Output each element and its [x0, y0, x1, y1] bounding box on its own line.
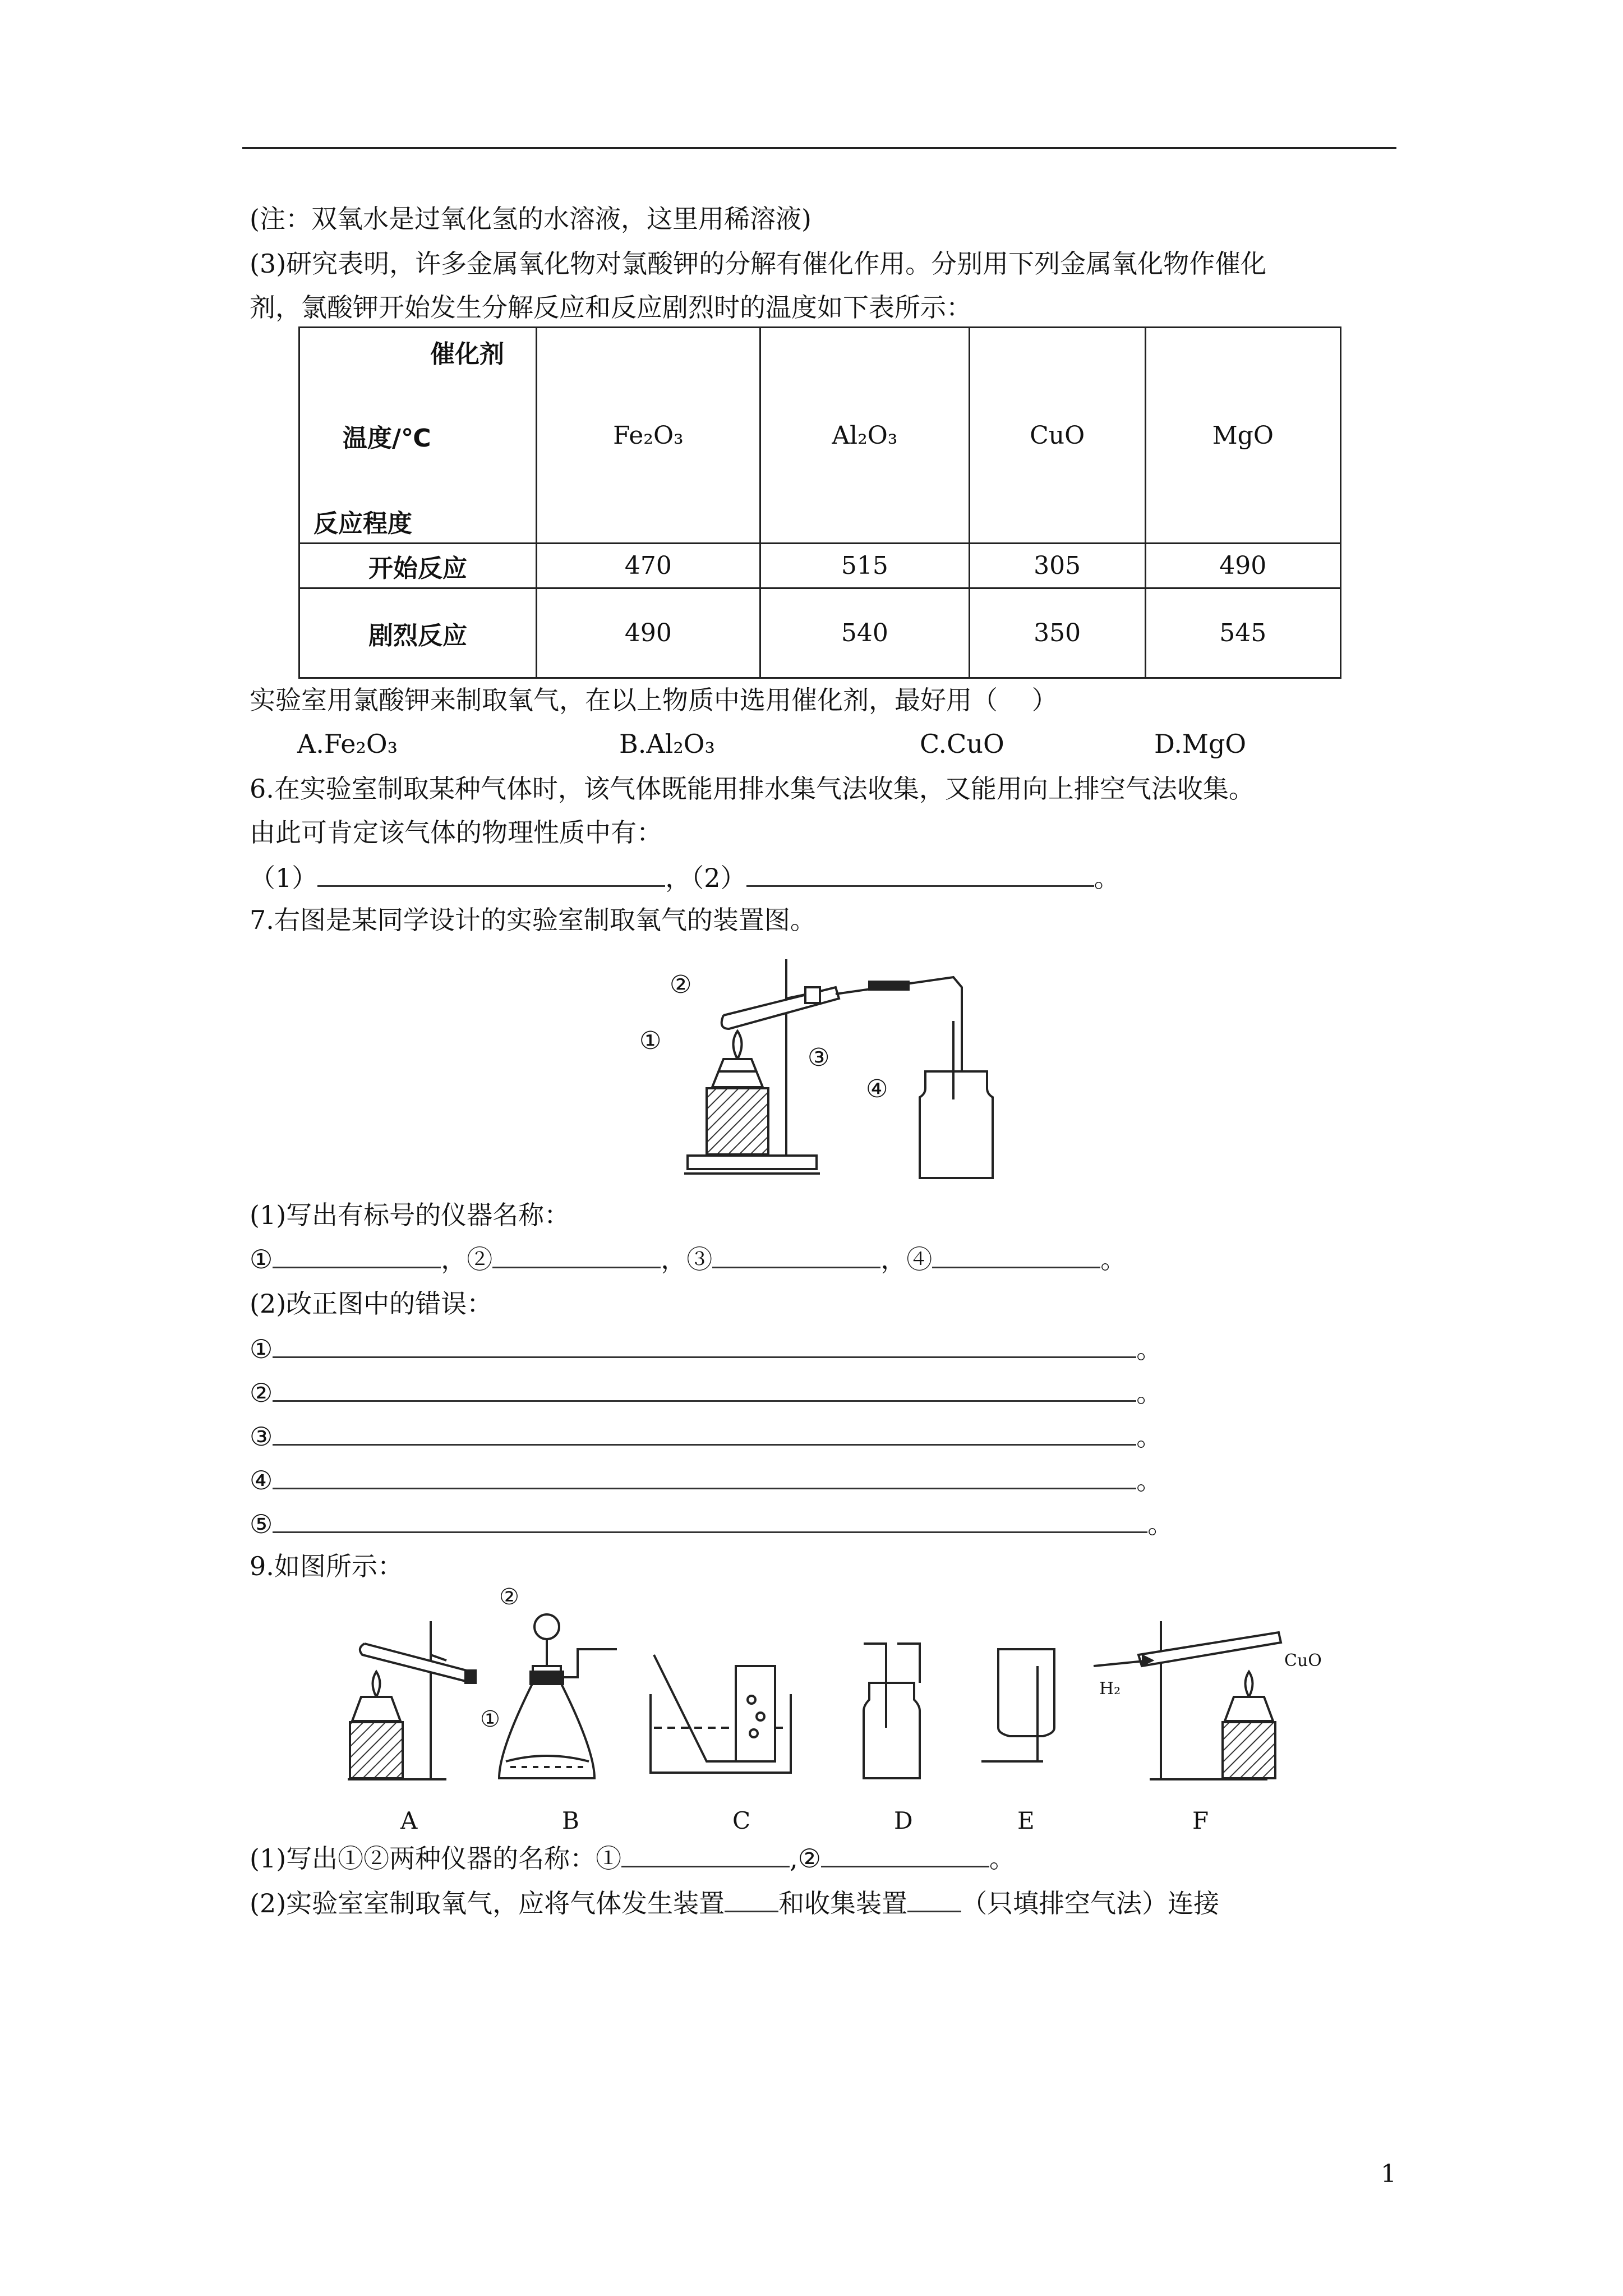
q7-fix-1: ① 。 [250, 1332, 1162, 1366]
option-d: D.MgO [1154, 729, 1247, 759]
answer-blank[interactable] [273, 1463, 1136, 1489]
header-catalyst: 催化剂 [430, 340, 504, 369]
table-row [299, 588, 1341, 678]
q7-fix-3: ③ 。 [250, 1419, 1162, 1453]
answer-blank[interactable] [317, 861, 665, 887]
q3-line1: (3)研究表明，许多金属氧化物对氯酸钾的分解有催化作用。分别用下列金属氧化物作催化 [250, 249, 1267, 279]
oxygen-apparatus-figure [639, 954, 1009, 1195]
q7-fix-4: ④ 。 [250, 1463, 1162, 1497]
answer-blank[interactable] [273, 1242, 441, 1268]
option-c: C.CuO [920, 729, 1004, 759]
answer-blank[interactable] [821, 1841, 989, 1867]
col-fe2o3: Fe₂O₃ [537, 328, 760, 544]
q6-line1: 6.在实验室制取某种气体时，该气体既能用排水集气法收集，又能用向上排空气法收集。 [250, 774, 1255, 804]
answer-blank[interactable] [725, 1886, 778, 1912]
figure-letter-c: C [732, 1807, 751, 1834]
apparatus-e [981, 1649, 1054, 1761]
q6-blanks: （1） ，（2） 。 [250, 861, 1120, 895]
q7-title: 7.右图是某同学设计的实验室制取氧气的装置图。 [250, 905, 816, 935]
row-label-violent: 剧烈反应 [299, 588, 537, 678]
figure-letter-a: A [400, 1807, 418, 1834]
col-mgo: MgO [1145, 328, 1341, 544]
figure-mark: ② [499, 1584, 519, 1610]
q6-line2: 由此可肯定该气体的物理性质中有： [250, 817, 662, 848]
answer-blank[interactable] [273, 1507, 1147, 1533]
cell: 350 [969, 588, 1145, 678]
table-row [299, 544, 1341, 588]
q9-sub2: (2)实验室室制取氧气，应将气体发生装置 和收集装置 （只填排空气法）连接 [250, 1886, 1219, 1920]
figure-label: ② [670, 970, 692, 999]
q7-sub1: (1)写出有标号的仪器名称： [250, 1200, 570, 1230]
apparatus-set-figure [314, 1582, 1357, 1840]
header-temp: 温度/℃ [343, 424, 431, 453]
table-header-diagonal [299, 328, 537, 544]
cell: 490 [537, 588, 760, 678]
apparatus-f [1094, 1621, 1322, 1779]
figure-letter-e: E [1017, 1807, 1035, 1834]
figure-label: ③ [808, 1043, 830, 1072]
apparatus-c [651, 1655, 791, 1773]
cell: 490 [1145, 544, 1341, 588]
apparatus-d [864, 1644, 920, 1778]
option-a: A.Fe₂O₃ [297, 729, 398, 759]
header-degree: 反应程度 [313, 509, 412, 538]
figure-mark: ① [480, 1706, 500, 1732]
apparatus-a [348, 1621, 476, 1779]
answer-blank[interactable] [273, 1375, 1136, 1402]
answer-blank[interactable] [273, 1332, 1136, 1358]
q7-sub1-blanks: ① ，② ，③ ，④ 。 [250, 1242, 1126, 1276]
q7-fix-5: ⑤ 。 [250, 1507, 1173, 1541]
figure-letter-b: B [562, 1807, 579, 1834]
cuo-label: CuO [1284, 1651, 1322, 1671]
cell: 470 [537, 544, 760, 588]
answer-blank[interactable] [932, 1242, 1100, 1268]
q7-sub2: (2)改正图中的错误： [250, 1289, 493, 1319]
cell: 305 [969, 544, 1145, 588]
cell: 540 [760, 588, 969, 678]
apparatus-b [480, 1584, 617, 1778]
answer-blank[interactable] [746, 861, 1094, 887]
answer-blank[interactable] [273, 1419, 1136, 1446]
page-number: 1 [1381, 2160, 1396, 2188]
figure-label: ① [639, 1027, 662, 1055]
row-label-start: 开始反应 [299, 544, 537, 588]
answer-blank[interactable] [907, 1886, 961, 1912]
figure-letter-f: F [1192, 1807, 1209, 1834]
answer-blank[interactable] [492, 1242, 661, 1268]
cell: 545 [1145, 588, 1341, 678]
answer-blank[interactable] [621, 1841, 790, 1867]
answer-blank[interactable] [712, 1242, 880, 1268]
h2-label: H₂ [1099, 1679, 1121, 1699]
header-rule [242, 147, 1396, 149]
figure-letter-d: D [894, 1807, 913, 1834]
option-b: B.Al₂O₃ [619, 729, 715, 759]
q9-title: 9.如图所示： [250, 1551, 403, 1581]
q3-options [0, 727, 1623, 761]
col-cuo: CuO [969, 328, 1145, 544]
col-al2o3: Al₂O₃ [760, 328, 969, 544]
q3-question: 实验室用氯酸钾来制取氧气，在以上物质中选用催化剂，最好用（ ） [250, 685, 1058, 715]
catalyst-table [298, 326, 1341, 679]
figure-label: ④ [866, 1075, 888, 1103]
q9-sub1: (1)写出①②两种仪器的名称：① ,② 。 [250, 1841, 1015, 1875]
cell: 515 [760, 544, 969, 588]
note-line: (注：双氧水是过氧化氢的水溶液，这里用稀溶液) [250, 204, 811, 234]
q7-fix-2: ② 。 [250, 1375, 1162, 1410]
q3-line2: 剂，氯酸钾开始发生分解反应和反应剧烈时的温度如下表所示： [250, 292, 972, 323]
